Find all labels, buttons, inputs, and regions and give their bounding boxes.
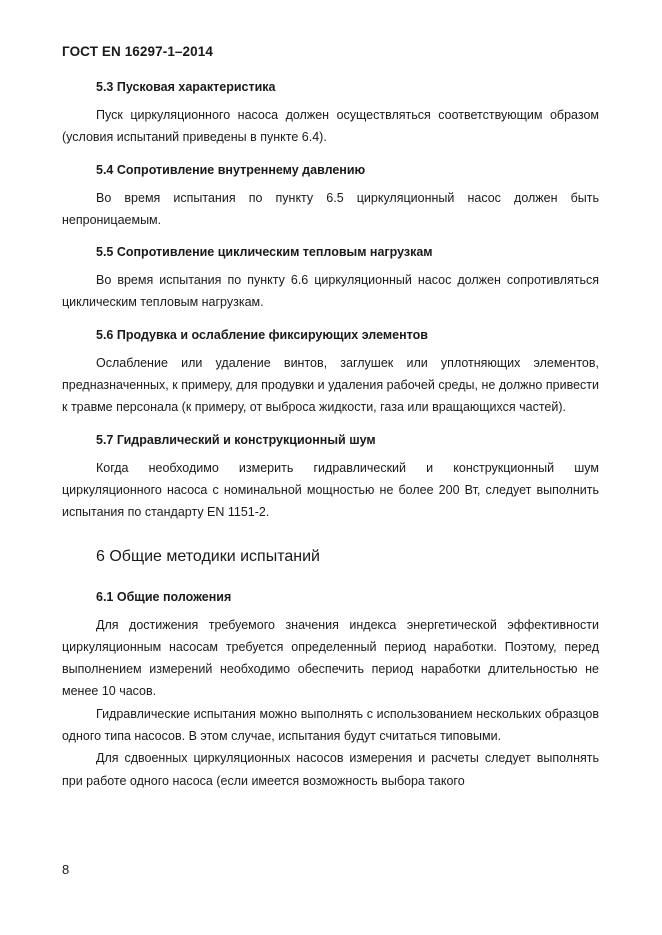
paragraph: Для сдвоенных циркуляционных насосов измерения и расчеты следует выполнять при работе одного насоса (если имеется возможность выбора такого: [62, 751, 599, 788]
section-5-3: [62, 76, 599, 149]
document-code: ГОСТ EN 16297-1–2014: [62, 44, 213, 59]
page-number: 8: [62, 862, 70, 877]
section-heading: 5.5 Сопротивление циклическим тепловым нагрузкам: [96, 245, 433, 260]
paragraph: Пуск циркуляционного насоса должен осуществляться соответствующим образом (условия испытаний приведены в пункте 6.4).: [62, 108, 599, 145]
section-heading: 5.3 Пусковая характеристика: [96, 80, 276, 94]
section-5-6: [62, 324, 599, 419]
section-5-4: [62, 159, 599, 232]
paragraph: Для достижения требуемого значения индекса энергетической эффективности циркуляционным насосам требуется определенный период наработки. Поэтому, перед выполнением измерений необходимо обеспечить период наработки длительностью не менее 10 часов.: [62, 617, 599, 699]
chapter-heading: 6 Общие методики испытаний: [96, 547, 320, 565]
paragraph: Во время испытания по пункту 6.6 циркуляционный насос должен сопротивляться циклическим тепловым нагрузкам.: [62, 273, 599, 310]
section-5-5: [62, 241, 599, 314]
section-heading: 5.7 Гидравлический и конструкционный шум: [96, 432, 376, 447]
paragraph: Во время испытания по пункту 6.5 циркуляционный насос должен быть непроницаемым.: [62, 190, 599, 227]
paragraph: Гидравлические испытания можно выполнять с использованием нескольких образцов одного типа насосов. В этом случае, испытания будут считаться типовыми.: [62, 706, 599, 744]
section-heading: 6.1 Общие положения: [96, 589, 232, 604]
paragraph: Ослабление или удаление винтов, заглушек или уплотняющих элементов, предназначенных, к примеру, для продувки и удаления рабочей среды, не должно привести к травме персонала (к примеру, от выброса жидкости, газа или вращающихся частей).: [62, 355, 599, 415]
page-content: [62, 76, 599, 792]
section-heading: 5.4 Сопротивление внутреннему давлению: [96, 162, 366, 177]
section-5-7: [62, 429, 599, 524]
section-heading: 5.6 Продувка и ослабление фиксирующих элементов: [96, 327, 428, 342]
paragraph: Когда необходимо измерить гидравлический и конструкционный шум циркуляционного насоса с номинальной мощностью не более 200 Вт, следует выполнить испытания по стандарту EN 1151-2.: [62, 460, 599, 520]
chapter-6: [62, 544, 599, 792]
